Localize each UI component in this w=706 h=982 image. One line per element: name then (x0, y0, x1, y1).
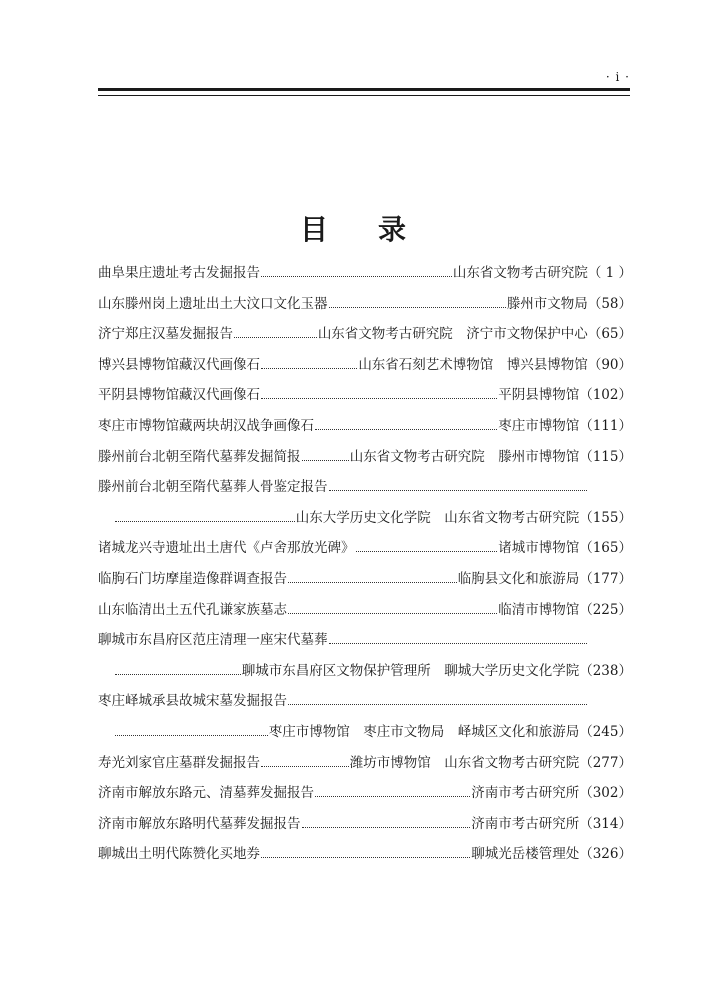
entry-page: （ 177 ） (579, 564, 632, 595)
entry-author: 枣庄市博物馆 (498, 417, 580, 434)
entry-page: （ 155 ） (579, 503, 632, 534)
toc-entry-line2 (98, 656, 632, 687)
leader-dots (315, 429, 497, 430)
entry-author: 聊城市东昌府区文物保护管理所 聊城大学历史文化学院 (241, 662, 580, 679)
leader-dots (261, 276, 452, 277)
leader-dots (356, 551, 498, 552)
leader-dots (329, 490, 588, 491)
entry-author: 山东省文物考古研究院 济宁市文物保护中心 (317, 326, 588, 343)
entry-author: 临朐县文化和旅游局 (457, 570, 580, 587)
leader-dots (302, 460, 349, 461)
entry-author: 济南市考古研究所 (471, 815, 580, 832)
entry-page: （ 111 ） (579, 411, 632, 442)
entry-author: 平阴县博物馆 (498, 387, 580, 404)
leader-dots (261, 368, 357, 369)
entry-title: 滕州前台北朝至隋代墓葬发掘简报 (98, 448, 301, 465)
entry-title: 临朐石门坊摩崖造像群调查报告 (98, 570, 287, 587)
entry-page: （ 277 ） (579, 748, 632, 779)
toc-list (98, 258, 632, 870)
entry-page: （ 102 ） (579, 380, 632, 411)
entry-page: （ 326 ） (579, 839, 632, 870)
toc-entry (98, 380, 632, 411)
header-rule-thin (98, 95, 630, 96)
entry-title: 聊城出土明代陈赞化买地券 (98, 846, 260, 863)
leader-dots (115, 674, 241, 675)
toc-entry (98, 350, 632, 381)
toc-entry (98, 533, 632, 564)
leader-dots (315, 796, 470, 797)
entry-title: 济宁郑庄汉墓发掘报告 (98, 326, 233, 343)
toc-title: 目录 (299, 213, 456, 246)
toc-entry-line2 (98, 503, 632, 534)
entry-author: 诸城市博物馆 (498, 540, 580, 557)
leader-dots (261, 857, 470, 858)
leader-dots (302, 827, 471, 828)
entry-page: （ 1 ） (588, 258, 632, 289)
entry-author: 山东省文物考古研究院 (452, 265, 588, 281)
entry-title: 博兴县博物馆藏汉代画像石 (98, 356, 260, 373)
entry-title: 山东临清出土五代孔谦家族墓志 (98, 601, 287, 618)
entry-title: 济南市解放东路元、清墓葬发掘报告 (98, 785, 314, 802)
entry-page: （ 165 ） (579, 533, 632, 564)
entry-title: 平阴县博物馆藏汉代画像石 (98, 387, 260, 404)
toc-entry (98, 564, 632, 595)
toc-entry (98, 839, 632, 870)
entry-page: （ 65 ） (588, 319, 632, 350)
toc-entry (98, 411, 632, 442)
toc-entry (98, 442, 632, 473)
entry-title: 枣庄峄城承县故城宋墓发掘报告 (98, 693, 287, 710)
leader-dots (329, 307, 506, 308)
entry-author: 枣庄市博物馆 枣庄市文物局 峄城区文化和旅游局 (268, 723, 580, 740)
leader-dots (329, 643, 588, 644)
entry-title: 山东滕州岗上遗址出土大汶口文化玉器 (98, 295, 328, 312)
entry-author: 临清市博物馆 (498, 601, 580, 618)
entry-title: 寿光刘家官庄墓群发掘报告 (98, 754, 260, 771)
entry-page: （ 58 ） (588, 289, 632, 320)
entry-author: 济南市考古研究所 (471, 785, 580, 802)
leader-dots (261, 398, 497, 399)
entry-author: 山东大学历史文化学院 山东省文物考古研究院 (295, 509, 580, 526)
toc-entry-line2 (98, 717, 632, 748)
entry-author: 山东省文物考古研究院 滕州市博物馆 (349, 448, 580, 465)
entry-page: （ 238 ） (579, 656, 632, 687)
entry-page: （ 314 ） (579, 809, 632, 840)
toc-entry (98, 809, 632, 840)
toc-entry (98, 748, 632, 779)
entry-title: 济南市解放东路明代墓葬发掘报告 (98, 815, 301, 832)
header-rule-thick (98, 88, 630, 91)
entry-page: （ 245 ） (579, 717, 632, 748)
toc-entry-line1 (98, 472, 632, 503)
leader-dots (288, 704, 587, 705)
leader-dots (288, 613, 497, 614)
entry-author: 山东省石刻艺术博物馆 博兴县博物馆 (358, 356, 588, 373)
entry-page: （ 302 ） (579, 778, 632, 809)
leader-dots (261, 766, 349, 767)
entry-author: 滕州市文物局 (506, 295, 588, 312)
page-folio: · i · (605, 70, 630, 84)
entry-author: 潍坊市博物馆 山东省文物考古研究院 (349, 754, 580, 771)
toc-entry-line1 (98, 625, 632, 656)
toc-entry (98, 778, 632, 809)
leader-dots (115, 735, 268, 736)
leader-dots (234, 337, 317, 338)
entry-title: 枣庄市博物馆藏两块胡汉战争画像石 (98, 417, 314, 434)
toc-entry (98, 319, 632, 350)
entry-title: 诸城龙兴寺遗址出土唐代《卢舍那放光碑》 (98, 540, 355, 557)
entry-title: 曲阜果庄遗址考古发掘报告 (98, 265, 260, 281)
entry-page: （ 225 ） (579, 595, 632, 626)
entry-page: （ 115 ） (579, 442, 632, 473)
toc-entry (98, 258, 632, 289)
leader-dots (288, 582, 457, 583)
toc-entry (98, 289, 632, 320)
leader-dots (115, 521, 295, 522)
entry-author: 聊城光岳楼管理处 (471, 846, 580, 863)
entry-title: 聊城市东昌府区范庄清理一座宋代墓葬 (98, 632, 328, 649)
entry-page: （ 90 ） (588, 350, 632, 381)
toc-entry (98, 595, 632, 626)
entry-title: 滕州前台北朝至隋代墓葬人骨鉴定报告 (98, 479, 328, 496)
toc-entry-line1 (98, 686, 632, 717)
